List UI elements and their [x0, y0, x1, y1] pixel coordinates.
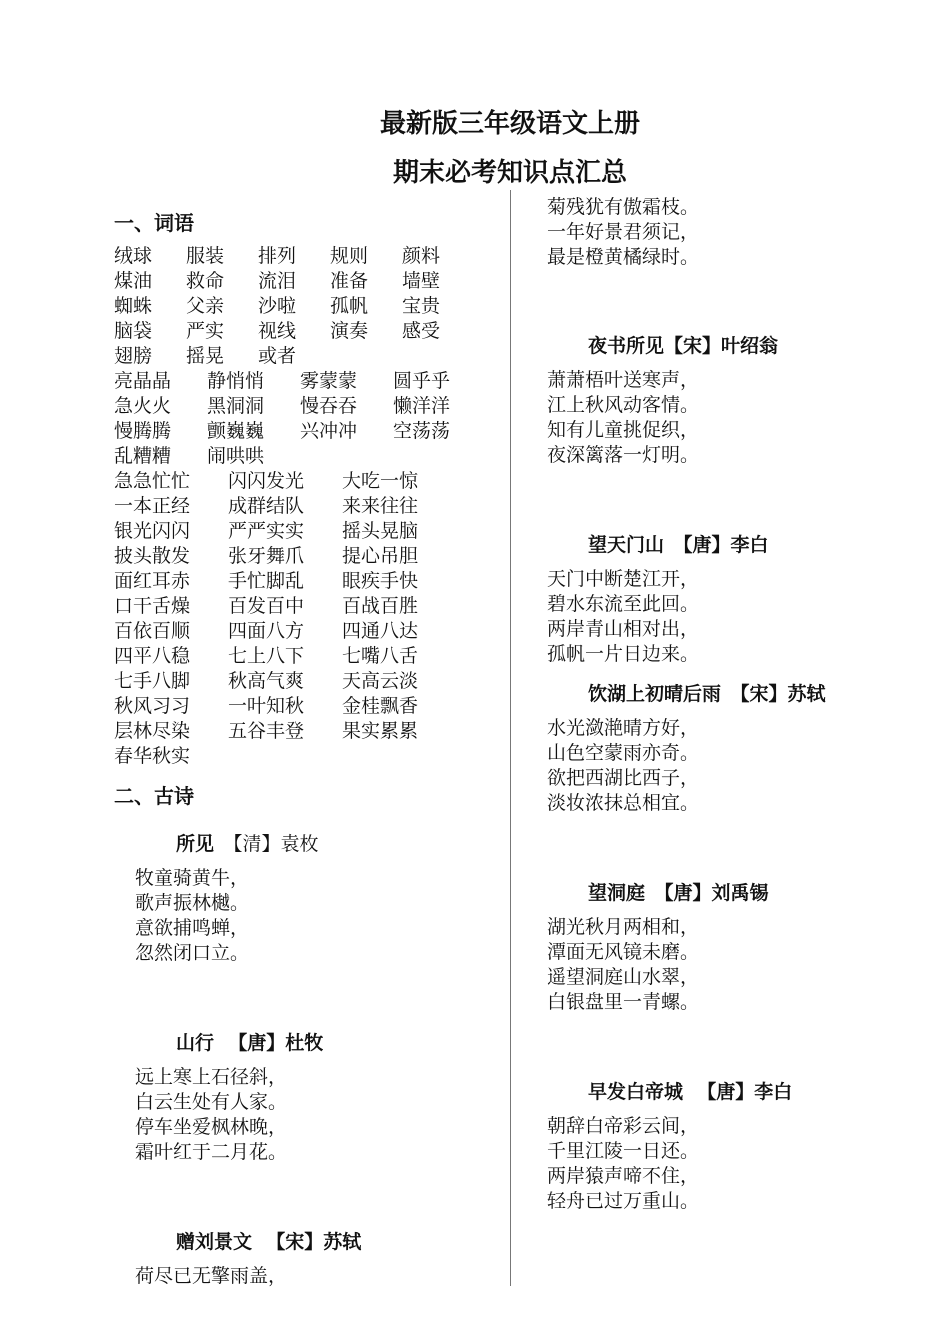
poem-author: 【清】袁枚: [223, 833, 319, 855]
word-item: 严严实实: [228, 520, 305, 542]
word-item: 一本正经: [114, 495, 191, 517]
poem-title: 望天门山: [588, 534, 665, 556]
poem-line: 最是橙黄橘绿时。: [547, 246, 700, 268]
poem-line: 夜深篱落一灯明。: [547, 444, 700, 466]
word-item: 颤巍巍: [207, 420, 265, 442]
poem-line: 两岸猿声啼不住，: [547, 1165, 700, 1187]
word-item: 慢腾腾: [114, 420, 172, 442]
word-item: 百战百胜: [342, 595, 419, 617]
section-heading-words: 一、词语: [114, 211, 194, 235]
poem-title-row: [588, 1077, 792, 1104]
word-item: 秋高气爽: [228, 670, 305, 692]
poem-line: 知有儿童挑促织，: [547, 419, 700, 441]
poem-line: 白银盘里一青螺。: [547, 991, 700, 1013]
word-item: 雾蒙蒙: [300, 370, 358, 392]
word-item: 层林尽染: [114, 720, 191, 742]
poem-author: 【唐】李白: [673, 534, 769, 556]
word-item: 颜料: [402, 245, 441, 267]
word-item: 面红耳赤: [114, 570, 191, 592]
poem-title-row: [176, 1028, 323, 1055]
word-item: 四通八达: [342, 620, 419, 642]
document-title: 最新版三年级语文上册: [379, 109, 640, 139]
poem-title-row: [588, 530, 769, 557]
poem-title-row: [588, 878, 769, 905]
poem-title-row: [176, 829, 319, 856]
poem-line: 水光潋滟晴方好，: [547, 717, 700, 739]
poem-line: 歌声振林樾。: [135, 892, 250, 914]
poem-title: 早发白帝城: [588, 1081, 684, 1103]
word-item: 闪闪发光: [228, 470, 305, 492]
column-divider: [510, 190, 511, 1286]
poem-line: 牧童骑黄牛，: [135, 867, 250, 889]
poem-title: 饮湖上初晴后雨: [588, 683, 722, 705]
word-item: 懒洋洋: [393, 395, 451, 417]
poem-line: 轻舟已过万重山。: [547, 1190, 700, 1212]
word-item: 视线: [258, 320, 297, 342]
poem-line: 一年好景君须记，: [547, 221, 700, 243]
word-item: 煤油: [114, 270, 153, 292]
poem-line: 江上秋风动客情。: [547, 394, 700, 416]
word-item: 手忙脚乱: [228, 570, 305, 592]
word-item: 四面八方: [228, 620, 305, 642]
poem-author: 【宋】苏轼: [266, 1231, 362, 1253]
poem-line: 荷尽已无擎雨盖，: [135, 1265, 288, 1287]
word-item: 来来往往: [342, 495, 419, 517]
word-item: 宝贵: [402, 295, 441, 317]
word-item: 孤帆: [330, 295, 369, 317]
word-item: 秋风习习: [114, 695, 191, 717]
poem-line: 两岸青山相对出，: [547, 618, 700, 640]
word-item: 圆乎乎: [393, 370, 451, 392]
poem-line: 孤帆一片日边来。: [547, 643, 700, 665]
word-item: 七手八脚: [114, 670, 191, 692]
word-item: 七上八下: [228, 645, 305, 667]
word-item: 披头散发: [114, 545, 191, 567]
word-item: 空荡荡: [393, 420, 451, 442]
word-item: 感受: [402, 320, 441, 342]
poem-line: 碧水东流至此回。: [547, 593, 700, 615]
poem-title-row: [588, 679, 826, 706]
word-item: 银光闪闪: [114, 520, 191, 542]
word-item: 亮晶晶: [114, 370, 172, 392]
poem-title-row: [588, 331, 778, 358]
word-item: 墙壁: [402, 270, 441, 292]
word-item: 绒球: [114, 245, 153, 267]
word-item: 服装: [186, 245, 225, 267]
poem-author: 【唐】刘禹锡: [654, 882, 769, 904]
poem-author: 【唐】杜牧: [228, 1032, 324, 1054]
word-item: 救命: [186, 270, 225, 292]
poem-line: 淡妆浓抹总相宜。: [547, 792, 700, 814]
poem-line: 欲把西湖比西子，: [547, 767, 700, 789]
word-item: 天高云淡: [342, 670, 419, 692]
poem-line: 菊残犹有傲霜枝。: [547, 196, 700, 218]
word-item: 成群结队: [228, 495, 305, 517]
section-heading-poems: 二、古诗: [114, 784, 194, 808]
word-item: 静悄悄: [207, 370, 265, 392]
poem-title: 所见: [176, 833, 215, 855]
poem-line: 远上寒上石径斜，: [135, 1066, 288, 1088]
word-item: 眼疾手快: [342, 570, 419, 592]
word-item: 金桂飘香: [342, 695, 419, 717]
poem-line: 山色空蒙雨亦奇。: [547, 742, 700, 764]
word-item: 父亲: [186, 295, 225, 317]
poem-line: 湖光秋月两相和，: [547, 916, 700, 938]
word-item: 流泪: [258, 270, 297, 292]
word-item: 蜘蛛: [114, 295, 153, 317]
word-item: 五谷丰登: [228, 720, 305, 742]
word-item: 百发百中: [228, 595, 305, 617]
word-item: 准备: [330, 270, 369, 292]
word-item: 提心吊胆: [342, 545, 419, 567]
word-item: 翅膀: [114, 345, 153, 367]
word-item: 张牙舞爪: [228, 545, 305, 567]
poem-line: 天门中断楚江开，: [547, 568, 700, 590]
word-item: 沙啦: [258, 295, 297, 317]
word-item: 四平八稳: [114, 645, 191, 667]
poem-author: 【宋】苏轼: [730, 683, 826, 705]
poem-title: 望洞庭: [588, 882, 646, 904]
word-item: 急火火: [114, 395, 172, 417]
document-subtitle: 期末必考知识点汇总: [392, 158, 627, 188]
word-item: 一叶知秋: [228, 695, 305, 717]
word-item: 黑洞洞: [207, 395, 265, 417]
word-item: 急急忙忙: [114, 470, 191, 492]
poem-title: 山行: [176, 1032, 215, 1054]
poem-line: 停车坐爱枫林晚，: [135, 1116, 288, 1138]
word-item: 果实累累: [342, 720, 419, 742]
poem-line: 霜叶红于二月花。: [135, 1141, 288, 1163]
word-item: 七嘴八舌: [342, 645, 419, 667]
word-item: 乱糟糟: [114, 445, 172, 467]
word-item: 闹哄哄: [207, 445, 265, 467]
word-item: 摇头晃脑: [342, 520, 419, 542]
word-item: 百依百顺: [114, 620, 191, 642]
poem-line: 忽然闭口立。: [135, 942, 250, 964]
word-item: 脑袋: [114, 320, 153, 342]
poem-author: 【宋】叶绍翁: [664, 335, 779, 357]
word-item: 或者: [258, 345, 297, 367]
word-item: 规则: [330, 245, 369, 267]
word-item: 兴冲冲: [300, 420, 358, 442]
poem-title: 夜书所见: [588, 335, 665, 357]
word-item: 慢吞吞: [300, 395, 358, 417]
word-item: 摇晃: [186, 345, 225, 367]
poem-line: 萧萧梧叶送寒声，: [547, 369, 700, 391]
word-item: 口干舌燥: [114, 595, 191, 617]
poem-author: 【唐】李白: [697, 1081, 793, 1103]
word-item: 大吃一惊: [342, 470, 419, 492]
poem-line: 白云生处有人家。: [135, 1091, 288, 1113]
poem-title: 赠刘景文: [176, 1231, 253, 1253]
word-item: 演奏: [330, 320, 369, 342]
poem-line: 千里江陵一日还。: [547, 1140, 700, 1162]
poem-line: 遥望洞庭山水翠，: [547, 966, 700, 988]
poem-line: 朝辞白帝彩云间，: [547, 1115, 700, 1137]
poem-line: 潭面无风镜未磨。: [547, 941, 700, 963]
word-item: 春华秋实: [114, 745, 191, 767]
word-item: 严实: [186, 320, 225, 342]
poem-title-row: [176, 1227, 361, 1254]
word-item: 排列: [258, 245, 297, 267]
poem-line: 意欲捕鸣蝉，: [135, 917, 250, 939]
